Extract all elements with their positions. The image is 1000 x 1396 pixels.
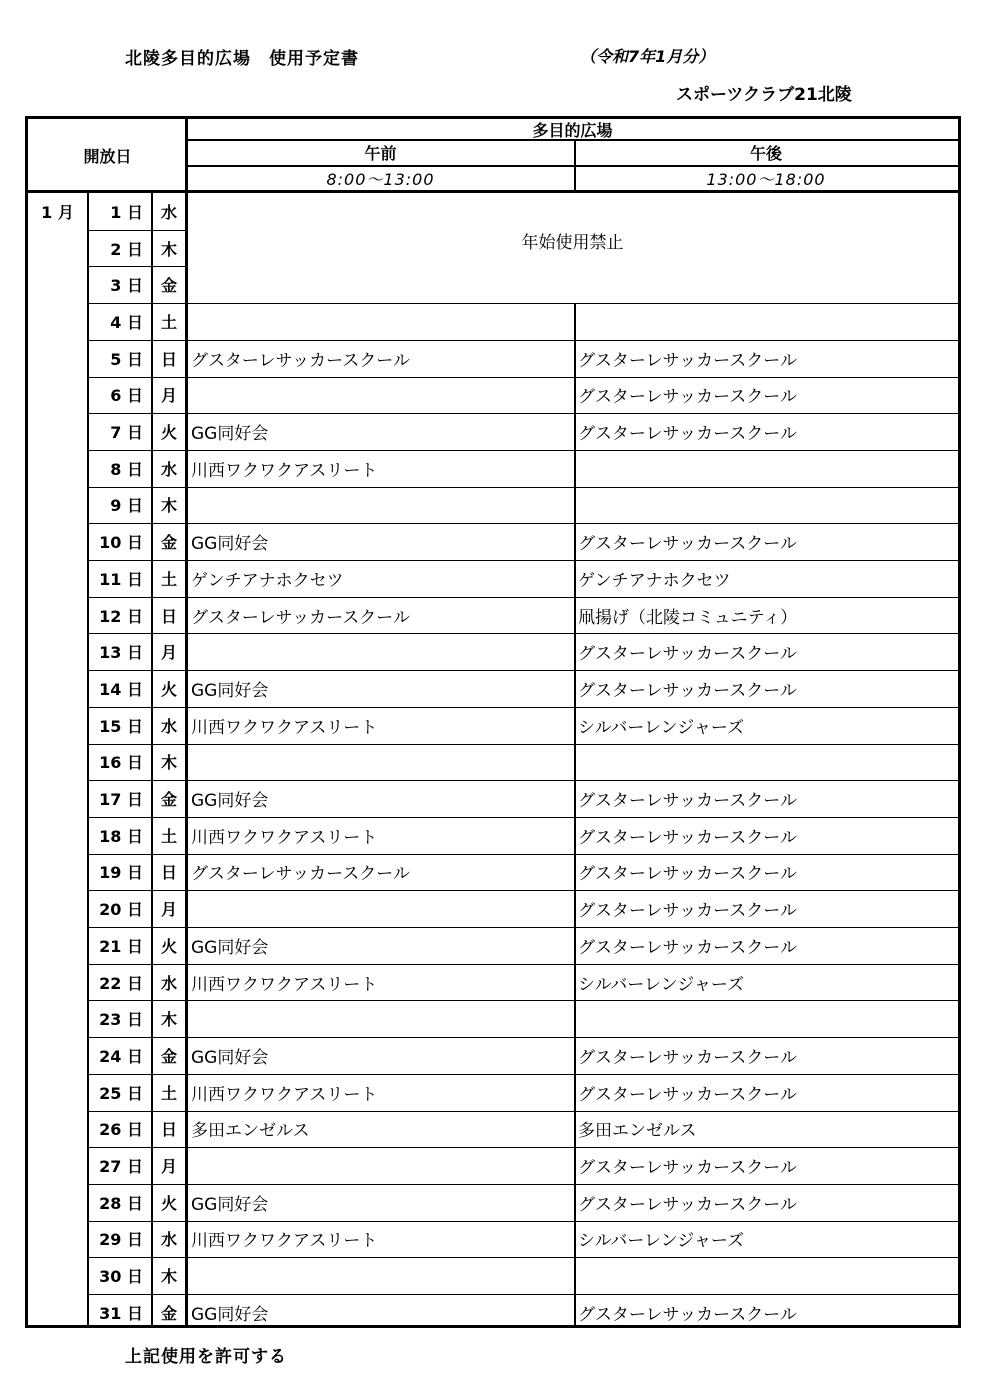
pm-booking bbox=[578, 450, 956, 487]
pm-booking: グスターレサッカースクール bbox=[578, 424, 797, 445]
pm-booking bbox=[578, 487, 956, 524]
day-of-week: 土 bbox=[160, 1083, 177, 1103]
day-of-week: 土 bbox=[160, 826, 177, 846]
am-booking bbox=[191, 487, 572, 524]
pm-booking: グスターレサッカースクール bbox=[578, 864, 797, 885]
day-of-week: 火 bbox=[160, 1193, 177, 1213]
pm-booking: グスターレサッカースクール bbox=[578, 1304, 797, 1325]
pm-booking: グスターレサッカースクール bbox=[578, 937, 797, 958]
am-booking bbox=[191, 890, 572, 927]
new-year-closure-note: 年始使用禁止 bbox=[521, 232, 624, 253]
day-of-week: 日 bbox=[160, 606, 177, 626]
day-of-week: 水 bbox=[160, 1230, 177, 1250]
am-header: 午前 bbox=[364, 143, 397, 163]
day-number: 18 日 bbox=[99, 826, 143, 846]
month-label: 1 月 bbox=[41, 202, 74, 222]
period-label: （令和7年1月分） bbox=[580, 47, 715, 66]
day-number: 12 日 bbox=[99, 606, 143, 626]
day-number: 19 日 bbox=[99, 863, 143, 883]
day-number: 22 日 bbox=[99, 973, 143, 993]
day-of-week: 水 bbox=[160, 716, 177, 736]
day-number: 4 日 bbox=[110, 312, 143, 332]
day-number: 21 日 bbox=[99, 936, 143, 956]
day-of-week: 火 bbox=[160, 679, 177, 699]
day-number: 13 日 bbox=[99, 643, 143, 663]
day-number: 5 日 bbox=[110, 349, 143, 369]
day-of-week: 日 bbox=[160, 863, 177, 883]
am-booking bbox=[191, 744, 572, 781]
day-number: 31 日 bbox=[99, 1303, 143, 1323]
pm-booking: グスターレサッカースクール bbox=[578, 1047, 797, 1068]
ampm-divider bbox=[574, 303, 576, 1325]
pm-booking: グスターレサッカースクール bbox=[578, 791, 797, 812]
day-number: 2 日 bbox=[110, 239, 143, 259]
day-of-week: 木 bbox=[160, 496, 177, 516]
pm-booking: グスターレサッカースクール bbox=[578, 387, 797, 408]
pm-booking: グスターレサッカースクール bbox=[578, 350, 797, 371]
day-number: 7 日 bbox=[110, 423, 143, 443]
day-number: 20 日 bbox=[99, 900, 143, 920]
am-booking: GG同好会 bbox=[191, 680, 269, 701]
day-of-week: 土 bbox=[160, 569, 177, 589]
day-number: 9 日 bbox=[110, 496, 143, 516]
day-number: 6 日 bbox=[110, 386, 143, 406]
day-number: 17 日 bbox=[99, 790, 143, 810]
am-booking: 川西ワクワクアスリート bbox=[191, 717, 378, 738]
day-of-week: 月 bbox=[160, 386, 177, 406]
am-booking: 多田エンゼルス bbox=[191, 1121, 310, 1142]
day-of-week: 木 bbox=[160, 239, 177, 259]
day-number: 26 日 bbox=[99, 1120, 143, 1140]
am-booking bbox=[191, 1257, 572, 1294]
day-number: 14 日 bbox=[99, 679, 143, 699]
day-of-week: 金 bbox=[160, 1303, 177, 1323]
day-number: 28 日 bbox=[99, 1193, 143, 1213]
am-booking bbox=[191, 1000, 572, 1037]
document-title: 北陵多目的広場 使用予定書 bbox=[125, 49, 359, 69]
pm-booking: グスターレサッカースクール bbox=[578, 534, 797, 555]
pm-booking: グスターレサッカースクール bbox=[578, 1084, 797, 1105]
day-number: 25 日 bbox=[99, 1083, 143, 1103]
am-booking: 川西ワクワクアスリート bbox=[191, 1084, 378, 1105]
pm-time-range: 13:00～18:00 bbox=[706, 169, 826, 189]
am-booking: GG同好会 bbox=[191, 1047, 269, 1068]
am-booking bbox=[191, 1147, 572, 1184]
day-of-week: 金 bbox=[160, 533, 177, 553]
pm-booking: グスターレサッカースクール bbox=[578, 644, 797, 665]
day-number: 24 日 bbox=[99, 1046, 143, 1066]
day-of-week: 日 bbox=[160, 349, 177, 369]
day-number: 27 日 bbox=[99, 1157, 143, 1177]
pm-booking bbox=[578, 1257, 956, 1294]
day-of-week: 水 bbox=[160, 459, 177, 479]
am-booking: 川西ワクワクアスリート bbox=[191, 974, 378, 995]
day-of-week: 土 bbox=[160, 312, 177, 332]
am-booking: GG同好会 bbox=[191, 1304, 269, 1325]
day-number: 30 日 bbox=[99, 1267, 143, 1287]
pm-booking: グスターレサッカースクール bbox=[578, 827, 797, 848]
day-number: 29 日 bbox=[99, 1230, 143, 1250]
day-of-week: 木 bbox=[160, 753, 177, 773]
schedule-table bbox=[25, 116, 961, 1328]
pm-booking: グスターレサッカースクール bbox=[578, 1158, 797, 1179]
pm-booking: グスターレサッカースクール bbox=[578, 680, 797, 701]
day-of-week: 月 bbox=[160, 1157, 177, 1177]
pm-booking: 多田エンゼルス bbox=[578, 1121, 697, 1142]
am-booking: 川西ワクワクアスリート bbox=[191, 1231, 378, 1252]
pm-booking: シルバーレンジャーズ bbox=[578, 717, 745, 738]
am-booking: GG同好会 bbox=[191, 791, 269, 812]
day-number: 3 日 bbox=[110, 276, 143, 296]
am-booking: GG同好会 bbox=[191, 1194, 269, 1215]
pm-booking bbox=[578, 1000, 956, 1037]
am-time-range: 8:00～13:00 bbox=[326, 169, 435, 189]
day-of-week: 金 bbox=[160, 790, 177, 810]
day-of-week: 金 bbox=[160, 276, 177, 296]
am-booking: グスターレサッカースクール bbox=[191, 864, 410, 885]
day-of-week: 木 bbox=[160, 1010, 177, 1030]
day-number: 10 日 bbox=[99, 533, 143, 553]
day-of-week: 水 bbox=[160, 973, 177, 993]
day-number: 8 日 bbox=[110, 459, 143, 479]
day-of-week: 月 bbox=[160, 900, 177, 920]
day-number: 15 日 bbox=[99, 716, 143, 736]
am-booking: GG同好会 bbox=[191, 424, 269, 445]
day-of-week: 金 bbox=[160, 1046, 177, 1066]
day-number: 11 日 bbox=[99, 569, 143, 589]
approval-text: 上記使用を許可する bbox=[125, 1347, 287, 1367]
pm-booking: シルバーレンジャーズ bbox=[578, 974, 745, 995]
pm-booking: グスターレサッカースクール bbox=[578, 901, 797, 922]
pm-booking: 凧揚げ（北陵コミュニティ） bbox=[578, 607, 798, 628]
pm-booking bbox=[578, 744, 956, 781]
am-booking: GG同好会 bbox=[191, 937, 269, 958]
day-number: 23 日 bbox=[99, 1010, 143, 1030]
day-of-week: 水 bbox=[160, 202, 177, 222]
am-booking: 川西ワクワクアスリート bbox=[191, 460, 378, 481]
day-of-week: 日 bbox=[160, 1120, 177, 1140]
day-of-week: 火 bbox=[160, 423, 177, 443]
organization-name: スポーツクラブ21北陵 bbox=[676, 85, 852, 105]
am-booking bbox=[191, 377, 572, 414]
am-booking: 川西ワクワクアスリート bbox=[191, 827, 378, 848]
facility-header: 多目的広場 bbox=[532, 120, 613, 140]
pm-header: 午後 bbox=[749, 143, 782, 163]
day-of-week: 木 bbox=[160, 1267, 177, 1287]
pm-booking: グスターレサッカースクール bbox=[578, 1194, 797, 1215]
day-number: 1 日 bbox=[110, 202, 143, 222]
am-booking bbox=[191, 303, 572, 340]
day-of-week: 火 bbox=[160, 936, 177, 956]
am-booking bbox=[191, 633, 572, 670]
am-booking: GG同好会 bbox=[191, 534, 269, 555]
day-number: 16 日 bbox=[99, 753, 143, 773]
pm-booking bbox=[578, 303, 956, 340]
day-of-week: 月 bbox=[160, 643, 177, 663]
open-day-header: 開放日 bbox=[83, 146, 132, 166]
pm-booking: ゲンチアナホクセツ bbox=[578, 570, 731, 591]
am-booking: グスターレサッカースクール bbox=[191, 350, 410, 371]
am-booking: グスターレサッカースクール bbox=[191, 607, 410, 628]
am-booking: ゲンチアナホクセツ bbox=[191, 570, 344, 591]
pm-booking: シルバーレンジャーズ bbox=[578, 1231, 745, 1252]
